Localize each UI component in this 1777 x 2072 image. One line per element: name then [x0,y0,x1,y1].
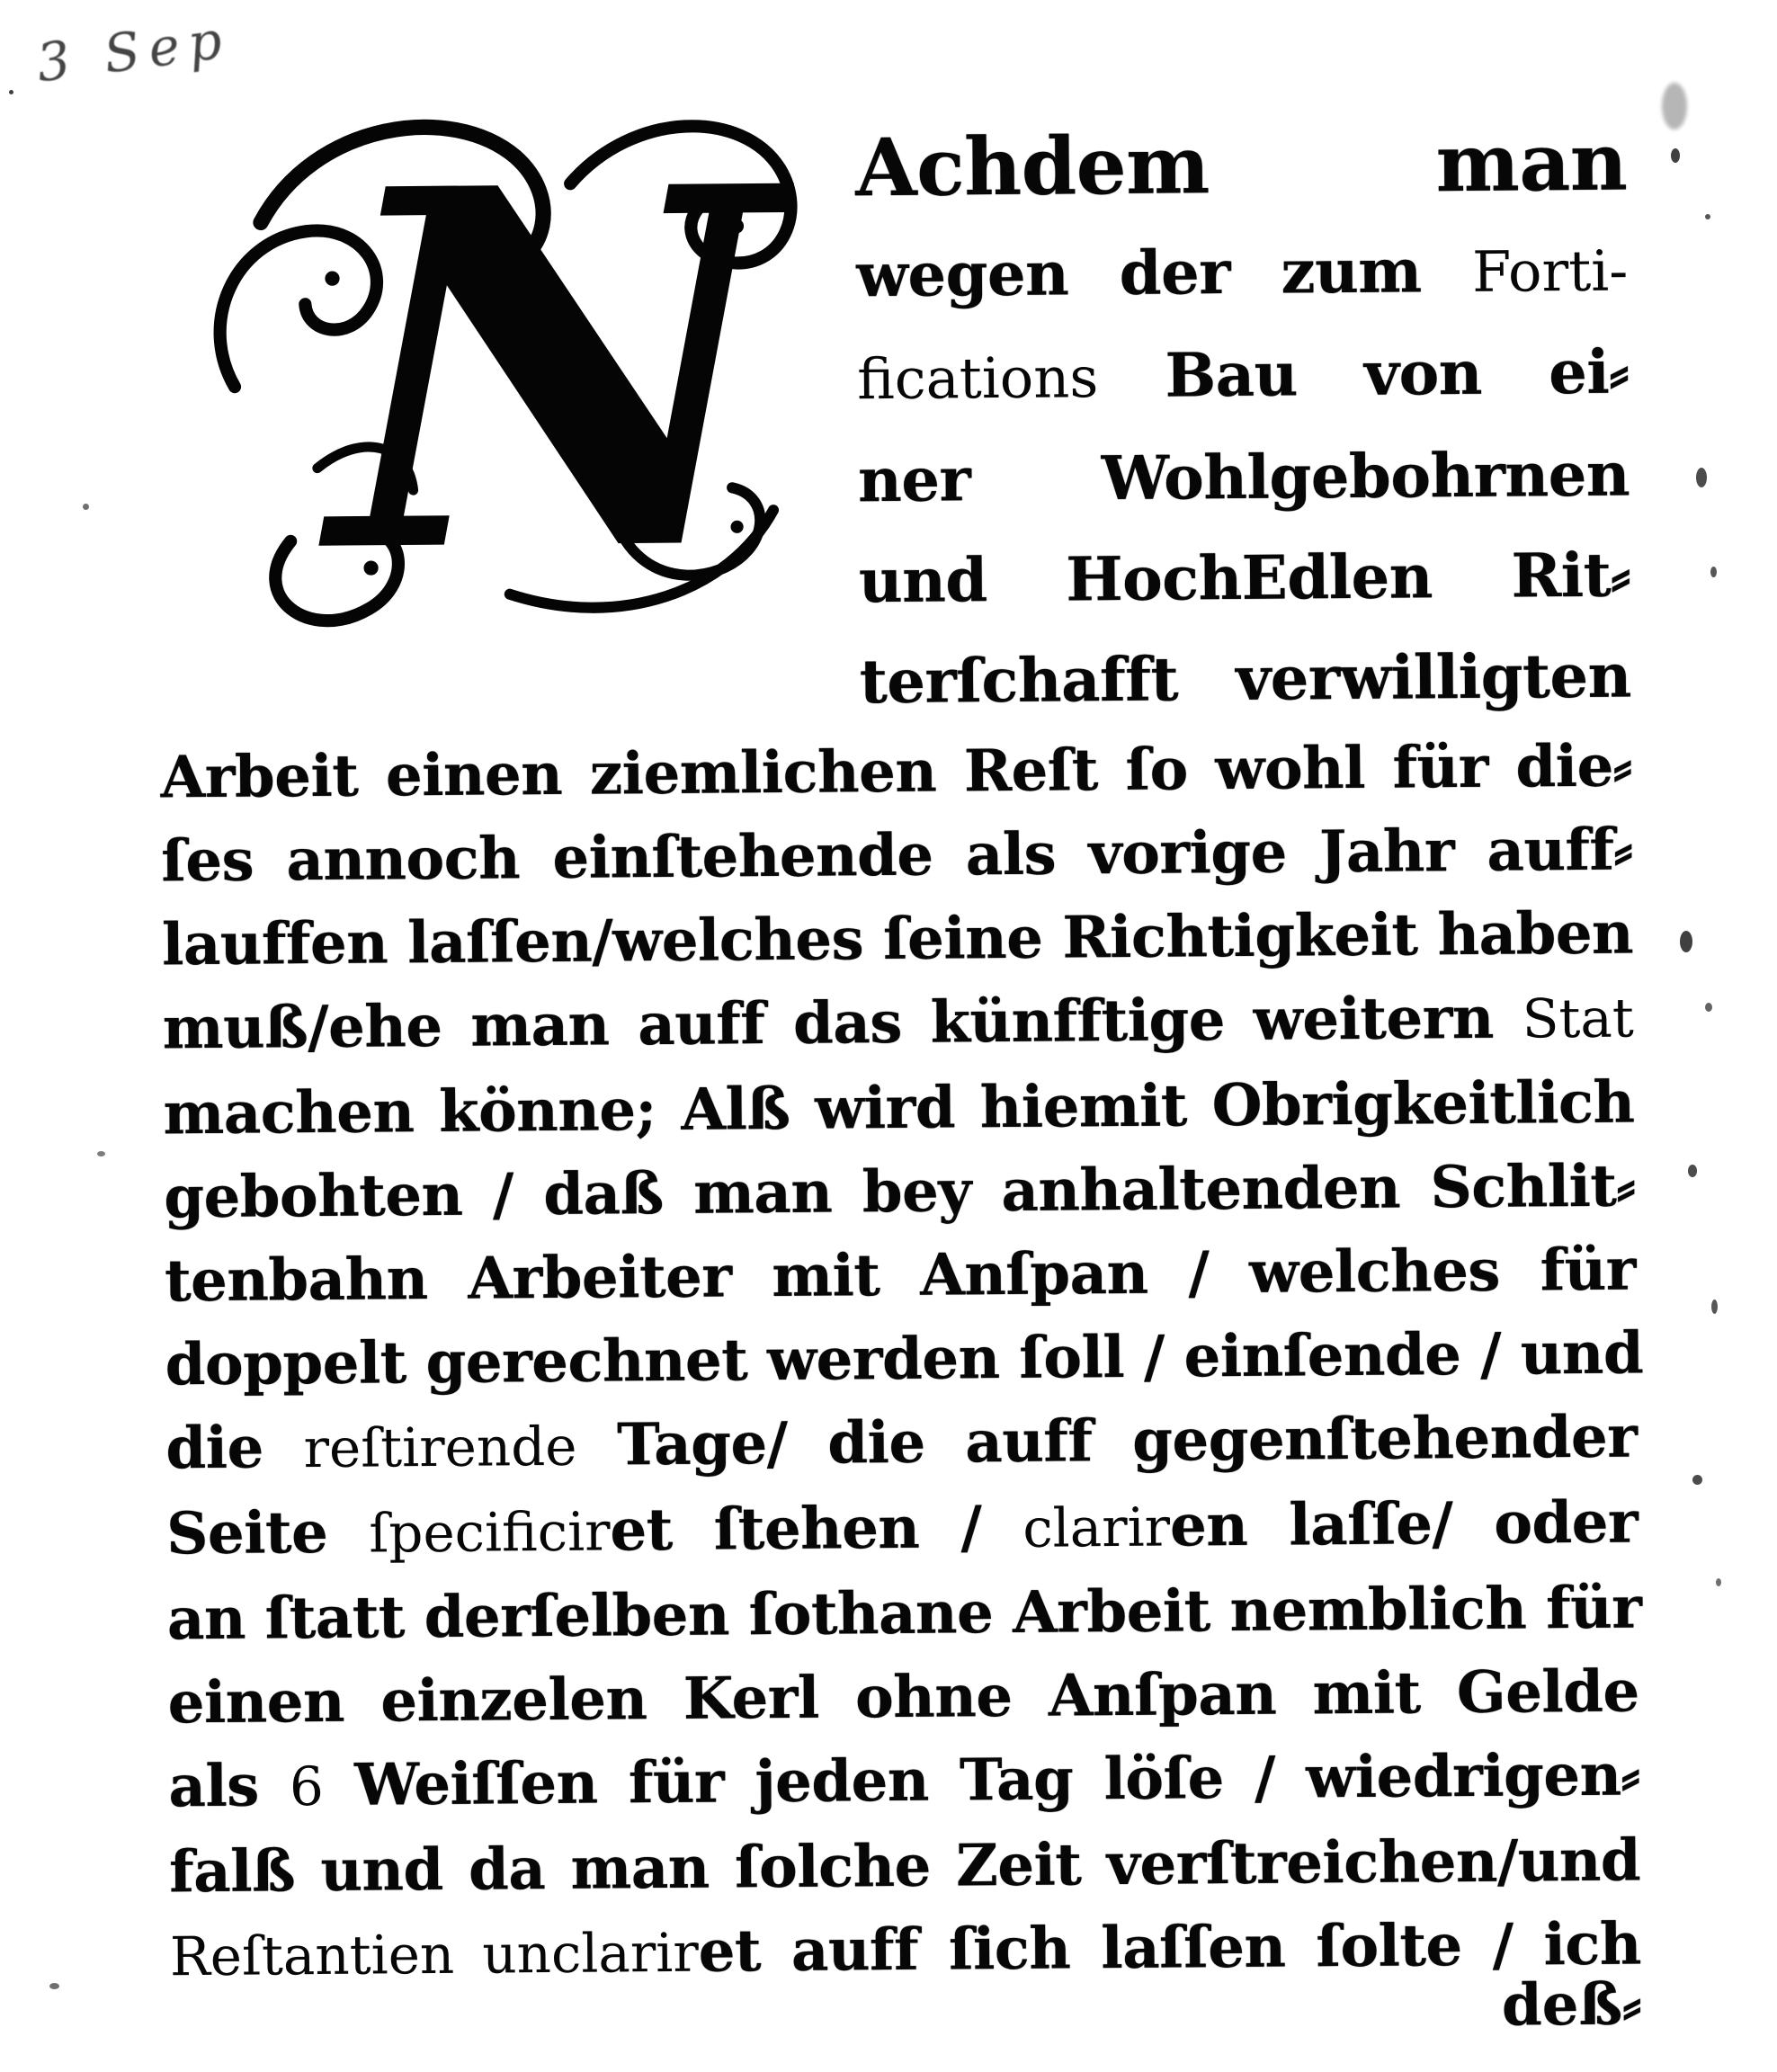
antiqua-text-segment: Reſtantien unclarir [169,1922,700,1989]
text-line [857,322,1630,431]
opening-text-block [855,104,1631,733]
fraktur-text-segment: tenbahn Arbeiter mit Anſpan / welches für [164,1236,1637,1316]
text-line [859,626,1631,733]
antiqua-text-segment: Stat [1522,987,1635,1051]
handwritten-annotation: 3 Sep [32,7,235,94]
ink-speck [1710,567,1717,577]
fraktur-text-segment: an ſtatt derſelben ſothane Arbeit nemblich für [166,1574,1642,1654]
fraktur-text-segment: Tage/ die auff gegenſtehender [576,1403,1638,1479]
catchword-row [170,1970,1642,2050]
body-text-block [160,725,1644,2000]
ink-speck [1671,148,1680,163]
ink-speck [97,1151,105,1157]
text-line [165,1311,1644,1407]
text-line [169,1818,1641,1914]
paper-smudge [1662,83,1687,130]
ink-speck [1692,1475,1702,1485]
ink-speck [1716,1578,1721,1586]
text-line [166,1480,1639,1577]
fraktur-text-segment: ner Wohlgebohrnen [857,438,1630,516]
fraktur-text-segment: falß und da man ſolche Zeit verſtreichen/und [168,1826,1641,1907]
text-line [161,808,1633,904]
fraktur-text-segment: gebohten / daß man bey anhaltenden Schlit⸗ [163,1152,1636,1232]
text-line [165,1395,1638,1492]
text-line [163,1060,1635,1156]
antiqua-text-segment: fications [856,344,1099,413]
ink-speck [9,90,13,94]
fraktur-text-segment: Bau von ei⸗ [1097,335,1630,412]
text-line [855,104,1628,226]
ink-speck [1688,1165,1697,1177]
fraktur-text-segment: en laſſe/ oder [1169,1488,1639,1560]
fraktur-text-segment: Arbeit einen ziemlichen Reſt ſo wohl für die⸗ [160,732,1632,812]
ink-speck [49,1983,59,1989]
initial-letter: N [327,80,782,636]
text-line [858,424,1630,531]
fraktur-text-segment: ſes annoch einſtehende als vorige Jahr auff⸗ [161,816,1633,896]
fraktur-text-segment: lauffen laſſen/welches ſeine Richtigkeit haben [161,899,1634,979]
fraktur-text-segment: als [168,1752,290,1821]
ink-speck [1680,931,1692,952]
antiqua-text-segment: 6 [289,1755,325,1819]
fraktur-text-segment: Achdem man [854,114,1628,215]
antiqua-text-segment: clarir [1022,1496,1171,1560]
text-line [162,891,1634,987]
text-line [168,1733,1640,1830]
text-line [858,525,1630,632]
antiqua-text-segment: reſtirende [303,1416,577,1481]
fraktur-text-segment: doppelt gerechnet werden ſoll / einſende / und [165,1319,1644,1399]
antiqua-text-segment: Forti- [1471,237,1629,305]
fraktur-text-segment: wegen der zum [855,234,1473,311]
text-line [162,975,1634,1072]
text-line [164,1144,1636,1239]
ornate-initial [178,79,866,635]
catchword: deß⸗ [1501,1970,1642,2040]
ink-speck [83,504,89,510]
ink-speck [1711,1299,1718,1314]
fraktur-text-segment: muß/ehe man auff das künfftige weitern [162,984,1523,1063]
text-line [166,1566,1642,1661]
fraktur-text-segment: einen einzelen Kerl ohne Anſpan mit Gelde [167,1657,1639,1737]
antiqua-text-segment: ſpecificir [369,1501,611,1566]
fraktur-text-segment: terſchafft verwilligten [859,639,1632,718]
text-line [856,219,1629,328]
ink-speck [1705,1003,1712,1012]
fraktur-text-segment: Seite [165,1498,370,1568]
ink-speck [1705,214,1710,219]
fraktur-text-segment: machen könne; Alß wird hiemit Obrigkeitlich [163,1068,1635,1148]
fraktur-text-segment: Weiſſen für jeden Tag löſe / wiedrigen⸗ [323,1741,1640,1819]
fraktur-text-segment: und HochEdlen Rit⸗ [858,539,1631,617]
text-line [160,725,1632,820]
text-line [165,1228,1637,1323]
text-line [167,1649,1639,1745]
fraktur-text-segment: die [165,1414,304,1483]
fraktur-text-segment: et auff ſich laſſen ſolte / ich [698,1910,1642,1986]
ornate-initial-flourish-art [178,79,866,635]
fraktur-text-segment: et ſtehen / [610,1493,1023,1565]
ink-speck [1696,468,1707,487]
